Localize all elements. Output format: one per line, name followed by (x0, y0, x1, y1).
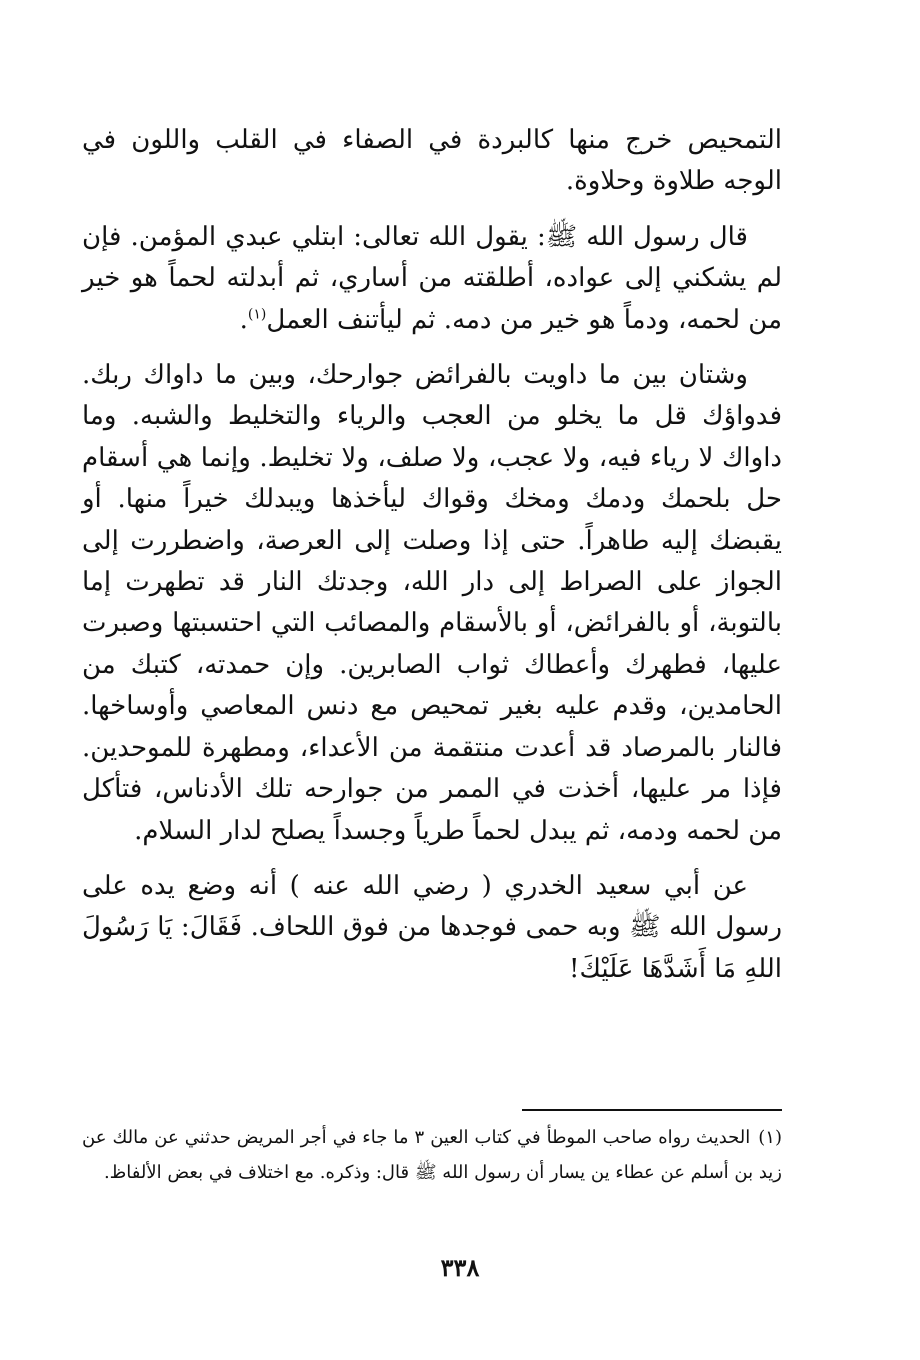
paragraph-3-text: وشتان بين ما داويت بالفرائض جوارحك، وبين ما داواك ربك. فدواؤك قل ما يخلو من العجب والرياء والتخليط والشبه. وما داواك لا رياء فيه، ولا عجب، ولا صلف، ولا تخليط. وإنما هي أسقام حل بلحمك ودمك ومخك وقواك ليأخذها ويبدلك خيراً منها. أو يقبضك إليه طاهراً. حتى إذا وصلت إلى العرصة، واضطررت إلى الجواز على الصراط إلى دار الله، وجدتك النار قد تطهرت إما بالتوبة، أو بالفرائض، أو بالأسقام والمصائب التي احتسبتها وصبرت عليها، فطهرك وأعطاك ثواب الصابرين. وإن حمدته، كتبك من الحامدين، وقدم عليه بغير تمحيص مع دنس المعاصي وأوساخها. فالنار بالمرصاد قد أعدت منتقمة من الأعداء، ومطهرة للموحدين. فإذا مر عليها، أخذت في الممر من جوارحه تلك الأدناس، فتأكل من لحمه ودمه، ثم يبدل لحماً طرياً وجسداً يصلح لدار السلام. (82, 360, 782, 846)
paragraph-1 (82, 120, 782, 203)
footnote (82, 1120, 782, 1190)
page-number: ٣٣٨ (440, 1253, 480, 1282)
footnote-number: (١) (758, 1127, 782, 1148)
paragraph-2 (82, 217, 782, 341)
main-text (82, 120, 782, 990)
paragraph-4-text: عن أبي سعيد الخدري ( رضي الله عنه ) أنه وضع يده على رسول الله ﷺ وبه حمى فوجدها من فوق اللحاف. فَقَالَ: يَا رَسُولَ اللهِ مَا أَشَدَّهَا عَلَيْكَ! (82, 870, 782, 984)
paragraph-2-text: قال رسول الله ﷺ: يقول الله تعالى: ابتلي عبدي المؤمن. فإن لم يشكني إلى عواده، أطلقته من أساري، ثم أبدلته لحماً هو خير من لحمه، ودماً هو خير من دمه. ثم ليأتنف العمل (82, 221, 782, 335)
paragraph-2-end: . (239, 304, 248, 335)
paragraph-4 (82, 866, 782, 990)
paragraph-1-text: التمحيص خرج منها كالبردة في الصفاء في القلب واللون في الوجه طلاوة وحلاوة. (82, 125, 782, 197)
paragraph-3 (82, 355, 782, 852)
footnote-text: الحديث رواه صاحب الموطأ في كتاب العين ٣ ما جاء في أجر المريض حدثني عن مالك عن زيد بن أسلم عن عطاء ين يسار أن رسول الله ﷺ قال: وذكره. مع اختلاف في بعض الألفاظ. (82, 1127, 782, 1183)
footnote-reference[interactable]: (١) (247, 305, 267, 322)
footnote-divider (522, 1109, 782, 1111)
